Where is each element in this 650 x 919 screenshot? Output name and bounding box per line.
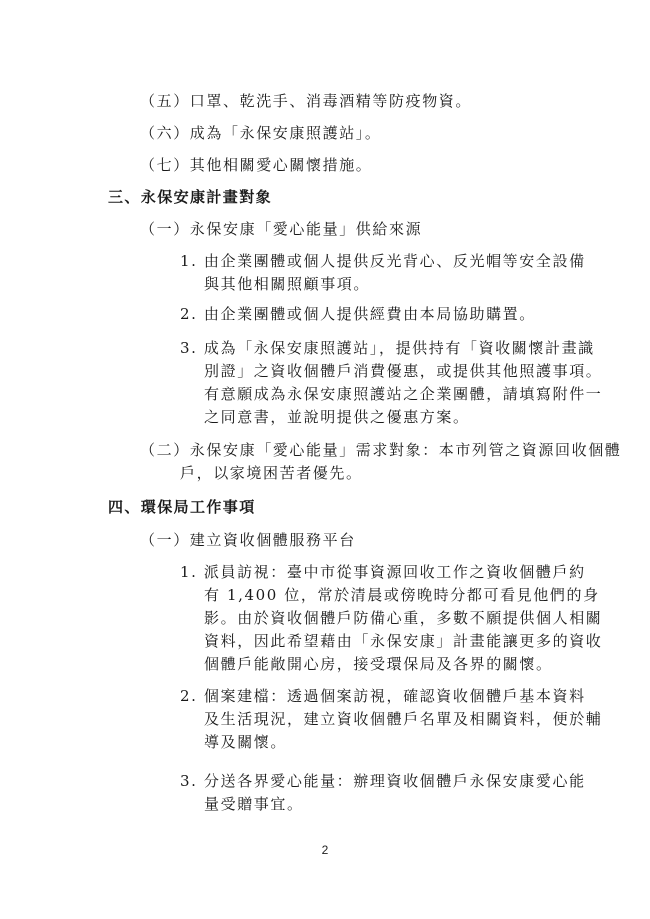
list-item-3-line-4: 之同意書，並說明提供之優惠方案。 bbox=[204, 408, 470, 426]
list-item-3-line-2: 別證」之資收個體戶消費優惠，或提供其他照護事項。 bbox=[204, 362, 603, 380]
page-number: 2 bbox=[321, 843, 329, 857]
list-item-1-line-2: 與其他相關照顧事項。 bbox=[204, 275, 371, 293]
item-five-supplies: （五）口罩、乾洗手、消毒酒精等防疫物資。 bbox=[140, 92, 473, 110]
work-item-3-line-2: 量受贈事宜。 bbox=[204, 795, 304, 813]
subsection-one-service-platform: （一）建立資收個體服務平台 bbox=[140, 531, 356, 549]
work-item-2-line-2: 及生活現況，建立資收個體戶名單及相關資料，便於輔 bbox=[204, 710, 603, 728]
subsection-two-demand-line-1: （二）永保安康「愛心能量」需求對象：本市列管之資源回收個體 bbox=[140, 441, 622, 459]
item-seven-other-measures: （七）其他相關愛心關懷措施。 bbox=[140, 156, 373, 174]
work-item-2-line-3: 導及關懷。 bbox=[204, 733, 288, 751]
list-item-2: 2. 由企業團體或個人提供經費由本局協助購置。 bbox=[180, 305, 536, 323]
subsection-one-supply-source: （一）永保安康「愛心能量」供給來源 bbox=[140, 220, 423, 238]
list-item-3-line-1: 3. 成為「永保安康照護站」，提供持有「資收關懷計畫識 bbox=[180, 339, 595, 357]
work-item-1-line-1: 1. 派員訪視：臺中市從事資源回收工作之資收個體戶約 bbox=[180, 563, 586, 581]
work-item-1-line-5: 個體戶能敞開心房，接受環保局及各界的關懷。 bbox=[204, 655, 553, 673]
work-item-1-line-3: 影。由於資收個體戶防備心重，多數不願提供個人相關 bbox=[204, 609, 603, 627]
work-item-1-line-4: 資料，因此希望藉由「永保安康」計畫能讓更多的資收 bbox=[204, 632, 603, 650]
list-item-1-line-1: 1. 由企業團體或個人提供反光背心、反光帽等安全設備 bbox=[180, 252, 586, 270]
subsection-two-demand-line-2: 戶，以家境困苦者優先。 bbox=[180, 464, 363, 482]
section-four-heading: 四、環保局工作事項 bbox=[108, 498, 256, 516]
item-six-care-station: （六）成為「永保安康照護站」。 bbox=[140, 124, 382, 142]
work-item-3-line-1: 3. 分送各界愛心能量：辦理資收個體戶永保安康愛心能 bbox=[180, 772, 586, 790]
work-item-1-line-2: 有 1,400 位，常於清晨或傍晚時分都可看見他們的身 bbox=[204, 586, 600, 604]
list-item-3-line-3: 有意願成為永保安康照護站之企業團體，請填寫附件一 bbox=[204, 385, 603, 403]
work-item-2-line-1: 2. 個案建檔：透過個案訪視，確認資收個體戶基本資料 bbox=[180, 687, 586, 705]
section-three-heading: 三、永保安康計畫對象 bbox=[108, 188, 273, 206]
